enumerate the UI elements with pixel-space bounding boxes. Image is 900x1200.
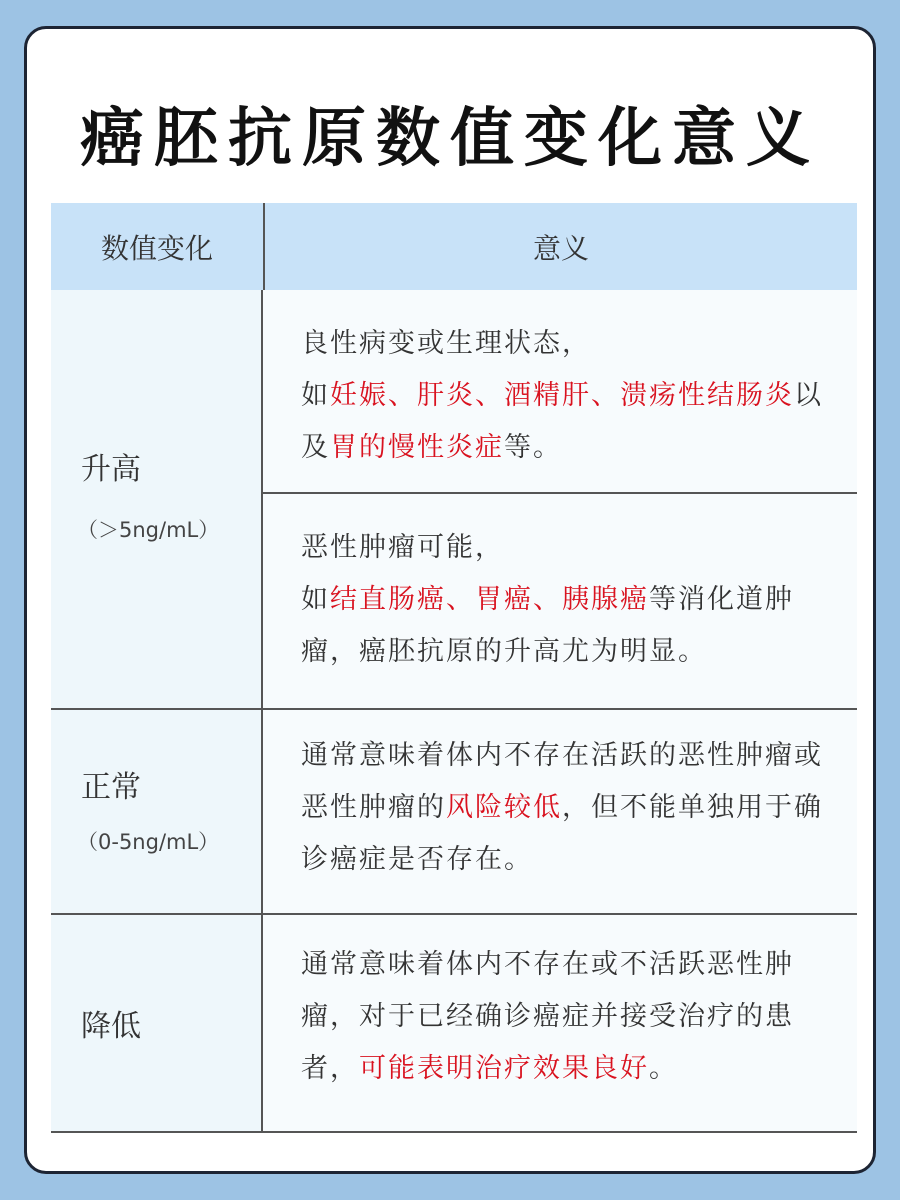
table-row-elevated — [51, 290, 857, 710]
row-label-cell — [51, 915, 263, 1131]
row-label: 升高 — [81, 452, 141, 487]
body-text: 恶性肿瘤可能， — [301, 532, 504, 563]
table-row-normal — [51, 710, 857, 915]
table-header — [51, 203, 857, 290]
body-text: 通常意味着体内不存在活跃的恶性肿瘤或恶性肿瘤的 — [301, 740, 823, 823]
body-text: 如 — [301, 380, 330, 411]
row-label-cell — [51, 290, 263, 708]
header-value-change: 数值变化 — [51, 203, 265, 290]
body-text: 。 — [649, 1053, 678, 1084]
row-range: （0-5ng/mL） — [77, 829, 220, 854]
body-text: 如 — [301, 584, 330, 615]
row-label-cell — [51, 710, 263, 913]
row-range: （＞5ng/mL） — [77, 518, 220, 542]
body-text: 良性病变或生理状态， — [301, 328, 591, 359]
page-title: 癌胚抗原数值变化意义 — [80, 102, 820, 176]
highlight-text: 胃的慢性炎症 — [330, 432, 504, 463]
highlight-text: 妊娠、肝炎、酒精肝、溃疡性结肠炎 — [330, 380, 794, 411]
body-text: 以及 — [301, 380, 823, 463]
body-text: 等消化道肿瘤，癌胚抗原的升高尤为明显。 — [301, 584, 794, 667]
header-meaning: 意义 — [532, 231, 589, 265]
info-card — [24, 26, 876, 1174]
body-text: 等。 — [504, 432, 562, 463]
highlight-text: 可能表明治疗效果良好 — [359, 1053, 649, 1084]
highlight-text: 风险较低 — [446, 792, 562, 823]
body-text: ，但不能单独用于确诊癌症是否存在。 — [301, 792, 823, 875]
body-text: 通常意味着体内不存在或不活跃恶性肿瘤，对于已经确诊癌症并接受治疗的患者， — [301, 949, 794, 1084]
row-label: 降低 — [81, 1009, 141, 1044]
meaning-text-benign — [263, 290, 857, 492]
meaning-cell — [263, 710, 857, 913]
cea-table — [51, 203, 857, 1133]
meaning-text-malignant — [263, 492, 857, 708]
meaning-text-normal — [263, 710, 857, 886]
row-label: 正常 — [81, 769, 141, 805]
highlight-text: 结直肠癌、胃癌、胰腺癌 — [330, 584, 649, 615]
meaning-text-decreased — [263, 915, 857, 1095]
meaning-cell — [263, 915, 857, 1131]
meaning-cell — [263, 290, 857, 708]
table-row-decreased — [51, 915, 857, 1133]
